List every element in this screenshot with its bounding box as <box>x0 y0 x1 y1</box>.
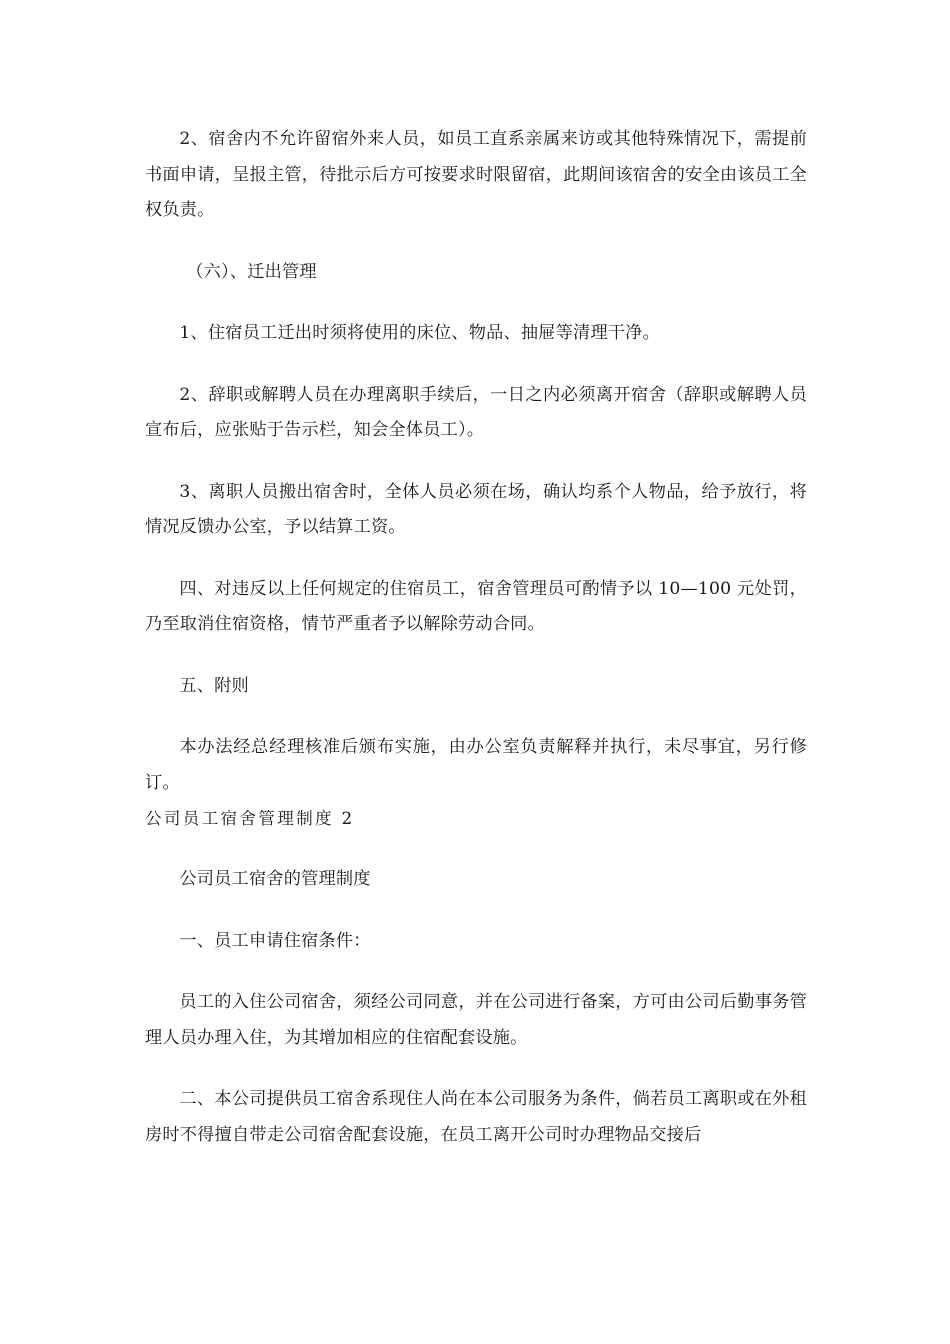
paragraph-dormitory-provision: 二、本公司提供员工宿舍系现住人尚在本公司服务为条件，倘若员工离职或在外租房时不得擅自带走公司宿舍配套设施，在员工离开公司时办理物品交接后 <box>145 1089 807 1145</box>
paragraph-implementation: 本办法经总经理核准后颁布实施，由办公室负责解释并执行，未尽事宜，另行修订。 <box>145 737 807 793</box>
paragraph-check-in: 员工的入住公司宿舍，须经公司同意，并在公司进行备案，方可由公司后勤事务管理人员办理入住，为其增加相应的住宿配套设施。 <box>145 992 807 1048</box>
paragraph-section-subtitle: 公司员工宿舍的管理制度 <box>179 869 371 889</box>
heading-application-conditions: 一、员工申请住宿条件： <box>179 930 371 951</box>
paragraph-overnight-guests: 2、宿舍内不允许留宿外来人员，如员工直系亲属来访或其他特殊情况下，需提前书面申请，呈报主管，待批示后方可按要求时限留宿，此期间该宿舍的安全由该员工全权负责。 <box>145 129 807 220</box>
paragraph-departure-check: 3、离职人员搬出宿舍时，全体人员必须在场，确认均系个人物品，给予放行，将情况反馈办公室，予以结算工资。 <box>145 481 807 537</box>
paragraph-penalties: 四、对违反以上任何规定的住宿员工，宿舍管理员可酌情予以 10—100 元处罚，乃至取消住宿资格，情节严重者予以解除劳动合同。 <box>145 578 807 634</box>
paragraph-resignation-leave: 2、辞职或解聘人员在办理离职手续后，一日之内必须离开宿舍（辞职或解聘人员宣布后，应张贴于告示栏，知会全体员工）。 <box>145 384 807 440</box>
section-title: 公司员工宿舍管理制度 2 <box>145 809 355 828</box>
heading-supplementary-provisions: 五、附则 <box>179 675 249 696</box>
document-body <box>145 122 807 1153</box>
heading-move-out-management: （六）、迁出管理 <box>186 261 317 282</box>
paragraph-move-out-cleaning: 1、住宿员工迁出时须将使用的床位、物品、抽屉等清理干净。 <box>179 323 660 343</box>
